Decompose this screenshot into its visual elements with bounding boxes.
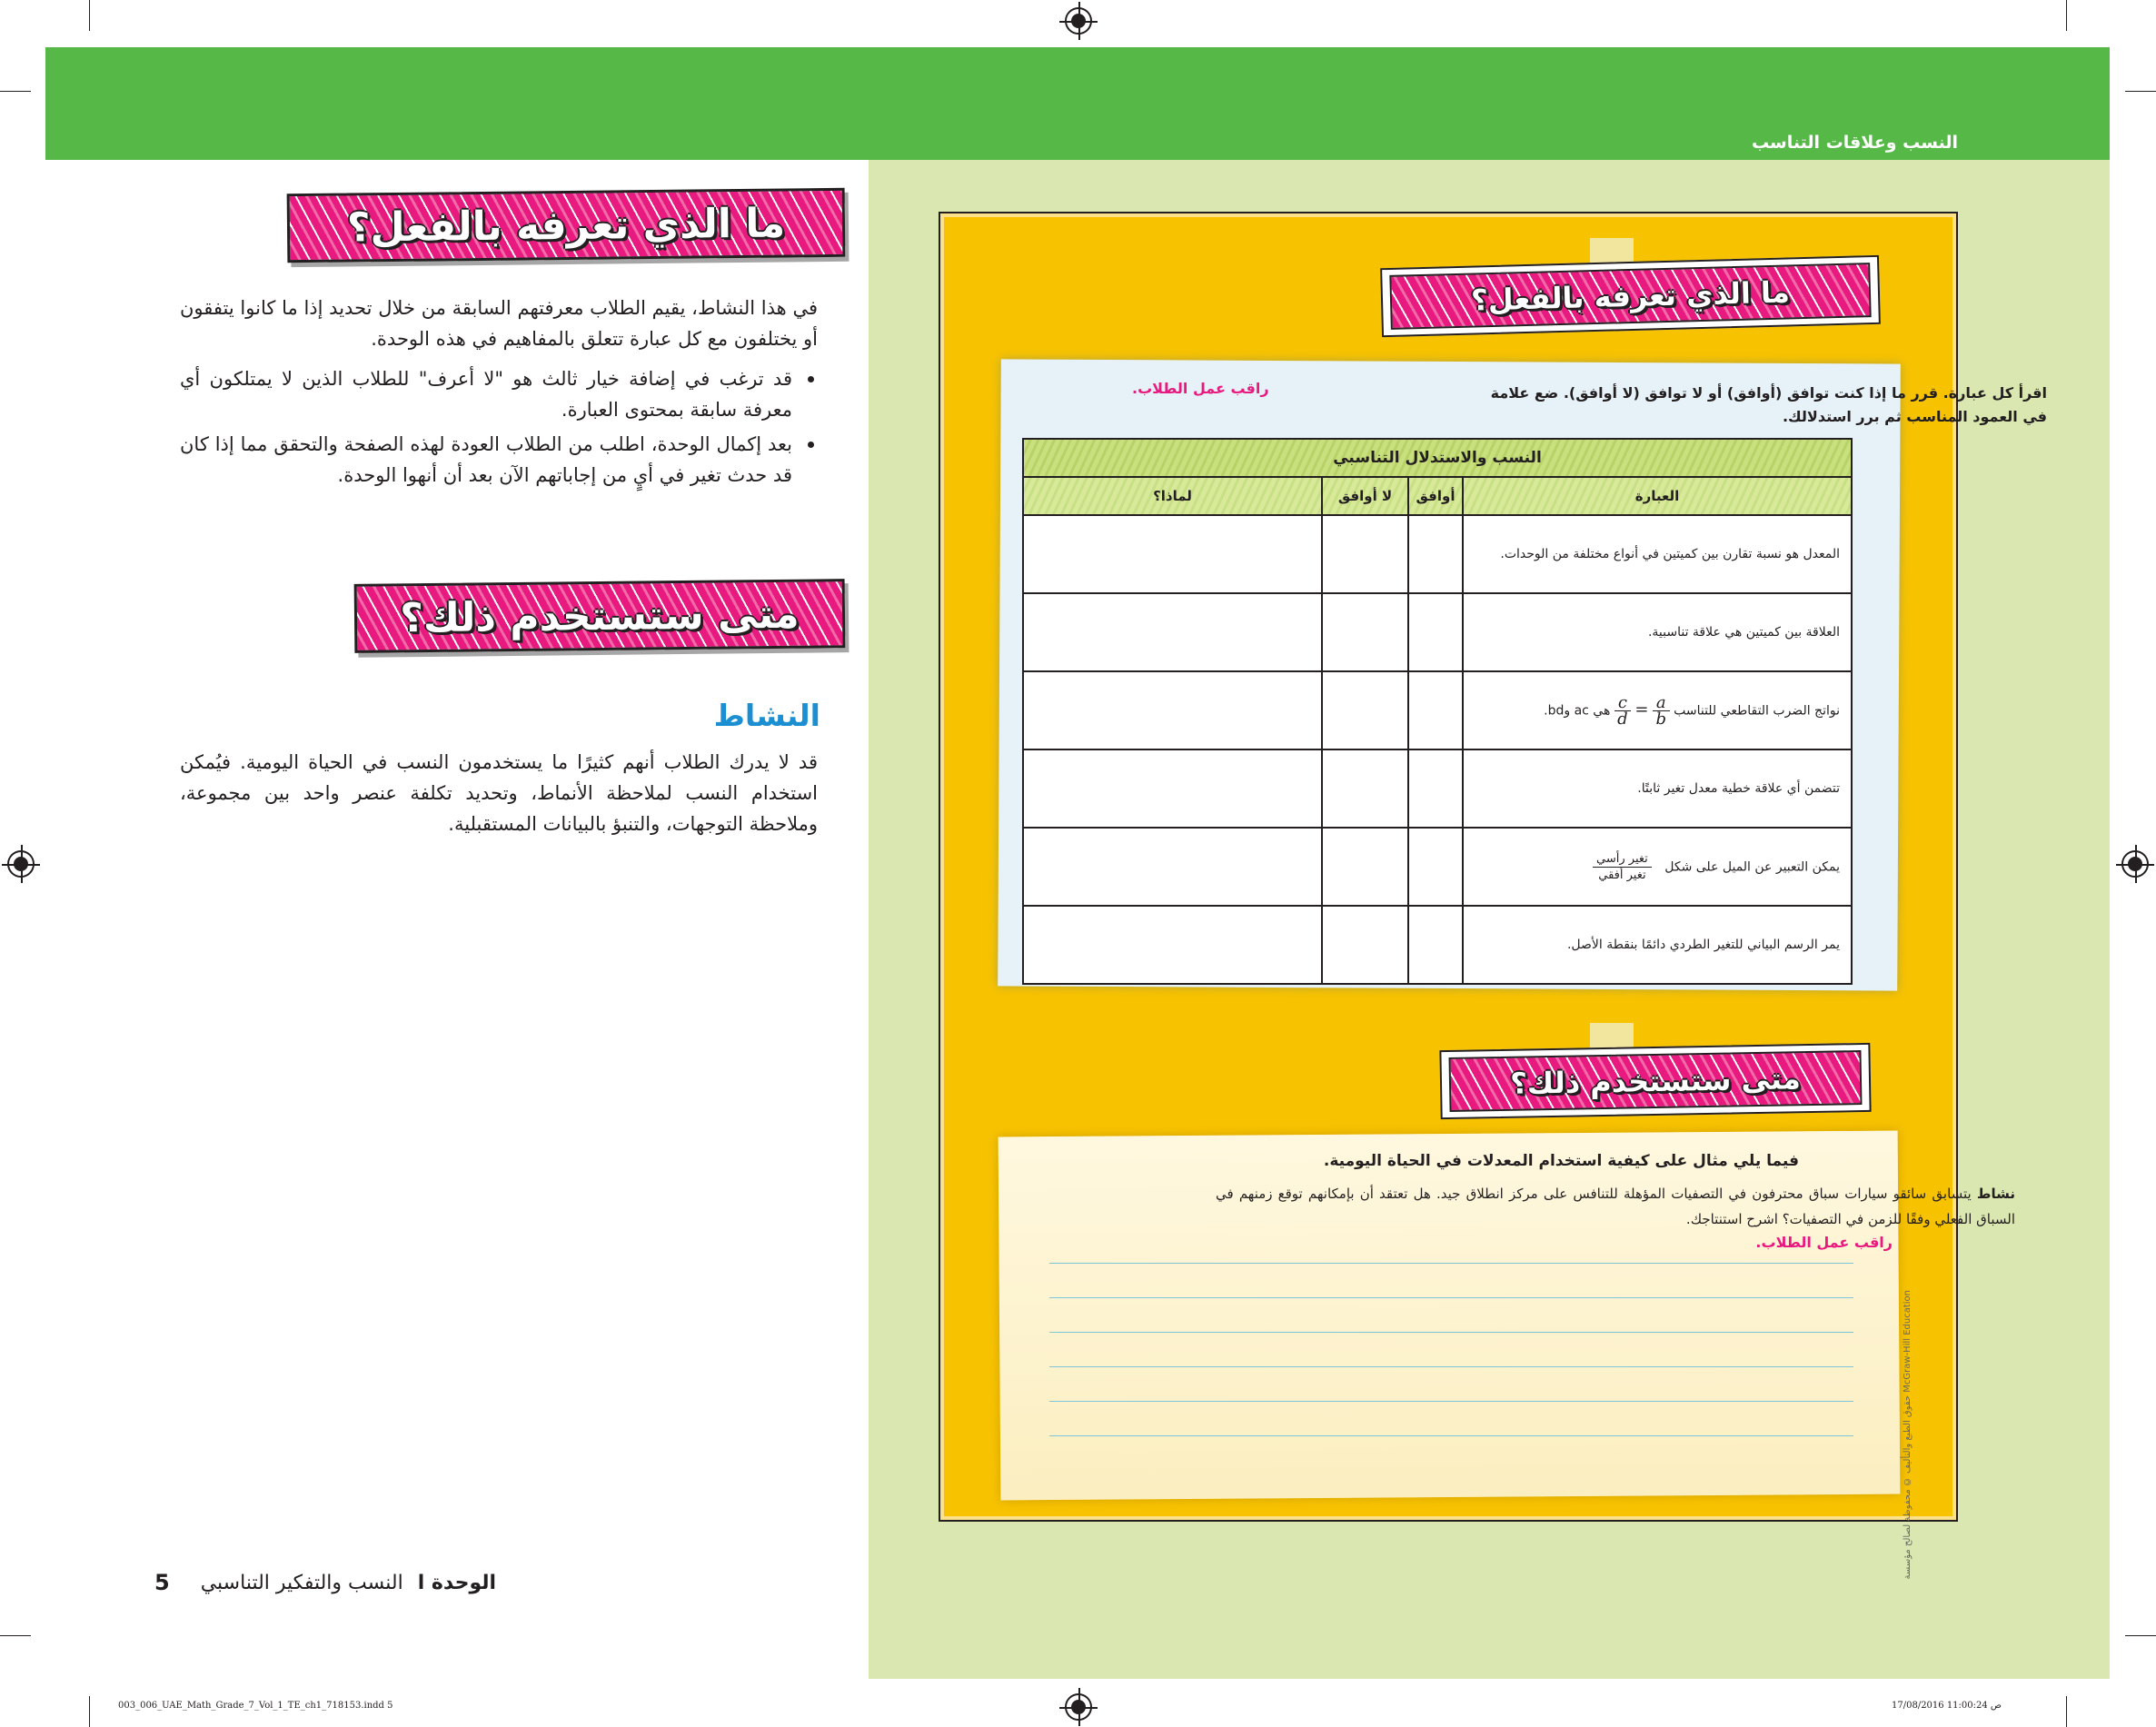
fraction-numerator: تغير رأسي bbox=[1593, 851, 1652, 868]
banner-text: متى ستستخدم ذلك؟ bbox=[1509, 1061, 1802, 1101]
answer-line[interactable] bbox=[1049, 1263, 1853, 1264]
why-cell[interactable] bbox=[1023, 828, 1322, 906]
fraction-numerator: c bbox=[1615, 695, 1631, 711]
agree-cell[interactable] bbox=[1408, 593, 1463, 671]
bullet-item: بعد إكمال الوحدة، اطلب من الطلاب العودة لهذه الصفحة والتحقق مما إذا كان قد حدث تغير في أيٍ من إجاباتهم الآن بعد أن أنهوا الوحدة. bbox=[180, 429, 818, 491]
registration-mark-icon bbox=[1065, 7, 1092, 35]
bullet-list bbox=[180, 363, 818, 494]
crop-mark bbox=[89, 1696, 90, 1727]
chapter-title: النسب وعلاقات التناسب bbox=[1751, 133, 1958, 153]
intro-paragraph: في هذا النشاط، يقيم الطلاب معرفتهم السابقة من خلال تحديد إذا ما كانوا يتفقون أو يختلفون مع كل عبارة تتعلق بالمفاهيم في هذه الوحدة. bbox=[180, 297, 818, 350]
banner-when-use bbox=[354, 579, 846, 653]
answer-line[interactable] bbox=[1049, 1401, 1853, 1402]
disagree-cell[interactable] bbox=[1322, 749, 1408, 828]
agree-cell[interactable] bbox=[1408, 515, 1463, 593]
registration-mark-icon bbox=[1065, 1693, 1092, 1721]
why-cell[interactable] bbox=[1023, 906, 1322, 984]
crop-mark bbox=[0, 1635, 31, 1636]
fraction-c-over-d bbox=[1615, 692, 1631, 729]
statement-text: نواتج الضرب التقاطعي للتناسب bbox=[1674, 703, 1840, 718]
disagree-cell[interactable] bbox=[1322, 828, 1408, 906]
registration-mark-icon bbox=[7, 850, 35, 878]
workbook-banner-what-you-know bbox=[1380, 255, 1881, 337]
agree-disagree-table bbox=[1024, 438, 1853, 985]
why-cell[interactable] bbox=[1023, 749, 1322, 828]
statement-cell: العلاقة بين كميتين هي علاقة تناسبية. bbox=[1463, 593, 1852, 671]
table-title: النسب والاستدلال التناسبي bbox=[1023, 439, 1852, 477]
statement-cell bbox=[1463, 671, 1852, 749]
crop-mark bbox=[2066, 1696, 2067, 1727]
banner-text: ما الذي تعرفه بالفعل؟ bbox=[346, 199, 786, 252]
column-header-statement: العبارة bbox=[1463, 477, 1852, 515]
bullet-item: قد ترغب في إضافة خيار ثالث هو "لا أعرف" للطلاب الذين لا يمتلكون أي معرفة سابقة بمحتوى العبارة. bbox=[180, 363, 818, 425]
statement-cell: تتضمن أي علاقة خطية معدل تغير ثابتًا. bbox=[1463, 749, 1852, 828]
activity-problem bbox=[1216, 1181, 2015, 1232]
crop-mark bbox=[2125, 1635, 2156, 1636]
answer-line[interactable] bbox=[1049, 1332, 1853, 1333]
disagree-cell[interactable] bbox=[1322, 906, 1408, 984]
footer-unit-label: الوحدة ا bbox=[417, 1571, 497, 1594]
table-row bbox=[1023, 906, 1852, 984]
answer-line[interactable] bbox=[1049, 1435, 1853, 1436]
answer-line[interactable] bbox=[1049, 1366, 1853, 1367]
banner-text: متى ستستخدم ذلك؟ bbox=[400, 591, 800, 641]
file-date: 17/08/2016 11:00:24 ص bbox=[1892, 1701, 2002, 1711]
statement-cell: يمر الرسم البياني للتغير الطردي دائمًا بنقطة الأصل. bbox=[1463, 906, 1852, 984]
banner-what-you-know bbox=[287, 188, 846, 263]
file-slug: 003_006_UAE_Math_Grade_7_Vol_1_TE_ch1_718153.indd 5 bbox=[118, 1701, 393, 1711]
card-instructions: اقرأ كل عبارة. قرر ما إذا كنت توافق (أوافق) أو لا توافق (لا أوافق). ضع علامة في العمود المناسب ثم برر استدلالك. bbox=[1490, 384, 2047, 425]
crop-mark bbox=[89, 0, 90, 31]
answer-line[interactable] bbox=[1049, 1297, 1853, 1298]
table-row bbox=[1023, 671, 1852, 749]
column-header-agree: أوافق bbox=[1408, 477, 1463, 515]
agree-cell[interactable] bbox=[1408, 906, 1463, 984]
disagree-cell[interactable] bbox=[1322, 593, 1408, 671]
registration-mark-icon bbox=[2121, 850, 2149, 878]
statement-cell bbox=[1463, 828, 1852, 906]
agree-cell[interactable] bbox=[1408, 828, 1463, 906]
agree-cell[interactable] bbox=[1408, 749, 1463, 828]
fraction-denominator: d bbox=[1617, 709, 1628, 729]
fraction-numerator: a bbox=[1653, 695, 1670, 711]
activity-heading: النشاط bbox=[713, 698, 820, 733]
table-row bbox=[1023, 828, 1852, 906]
disagree-cell[interactable] bbox=[1322, 671, 1408, 749]
statement-tail: هي ac وbd. bbox=[1544, 703, 1611, 718]
disagree-cell[interactable] bbox=[1322, 515, 1408, 593]
copyright-note: حقوق الطبع والتأليف © محفوظة لصالح مؤسسة McGraw-Hill Education bbox=[1903, 1290, 1913, 1580]
page-number: 5 bbox=[154, 1570, 170, 1595]
answer-note: راقب عمل الطلاب. bbox=[1755, 1234, 1893, 1251]
why-cell[interactable] bbox=[1023, 671, 1322, 749]
page-footer bbox=[154, 1570, 496, 1595]
banner-text: ما الذي تعرفه بالفعل؟ bbox=[1470, 274, 1791, 318]
slope-fraction bbox=[1593, 851, 1652, 883]
why-cell[interactable] bbox=[1023, 515, 1322, 593]
column-header-why: لماذا؟ bbox=[1023, 477, 1322, 515]
teacher-note: راقب عمل الطلاب. bbox=[1132, 380, 1269, 397]
fraction-a-over-b bbox=[1653, 692, 1670, 729]
table-row bbox=[1023, 515, 1852, 593]
statement-text: يمكن التعبير عن الميل على شكل bbox=[1664, 859, 1840, 874]
activity-paragraph: قد لا يدرك الطلاب أنهم كثيرًا ما يستخدمون النسب في الحياة اليومية. فيُمكن استخدام النسب لملاحظة الأنماط، وتحديد تكلفة عنصر واحد بين مجموعة، وملاحظة التوجهات، والتنبؤ بالبيانات المستقبلية. bbox=[180, 751, 818, 835]
example-title: فيما يلي مثال على كيفية استخدام المعدلات في الحياة اليومية. bbox=[1323, 1152, 1799, 1170]
footer-unit-title: النسب والتفكير التناسبي bbox=[200, 1571, 403, 1594]
activity-text: يتسابق سائقو سيارات سباق محترفون في التصفيات المؤهلة للتنافس على مركز انطلاق جيد. هل تعتقد أن بإمكانهم توقع زمنهم في السباق الفعلي وفقًا للزمن في التصفيات؟ اشرح استنتاجك. bbox=[1216, 1186, 2015, 1227]
table-row bbox=[1023, 749, 1852, 828]
crop-mark bbox=[0, 91, 31, 92]
agree-cell[interactable] bbox=[1408, 671, 1463, 749]
fraction-denominator: تغير أفقي bbox=[1598, 868, 1646, 882]
workbook-banner-when-use bbox=[1439, 1043, 1871, 1119]
activity-label: نشاط bbox=[1976, 1186, 2015, 1202]
why-cell[interactable] bbox=[1023, 593, 1322, 671]
column-header-disagree: لا أوافق bbox=[1322, 477, 1408, 515]
fraction-denominator: b bbox=[1655, 709, 1667, 729]
crop-mark bbox=[2125, 91, 2156, 92]
crop-mark bbox=[2066, 0, 2067, 31]
table-row bbox=[1023, 593, 1852, 671]
statement-cell: المعدل هو نسبة تقارن بين كميتين في أنواع مختلفة من الوحدات. bbox=[1463, 515, 1852, 593]
equals-sign: = bbox=[1634, 700, 1649, 719]
